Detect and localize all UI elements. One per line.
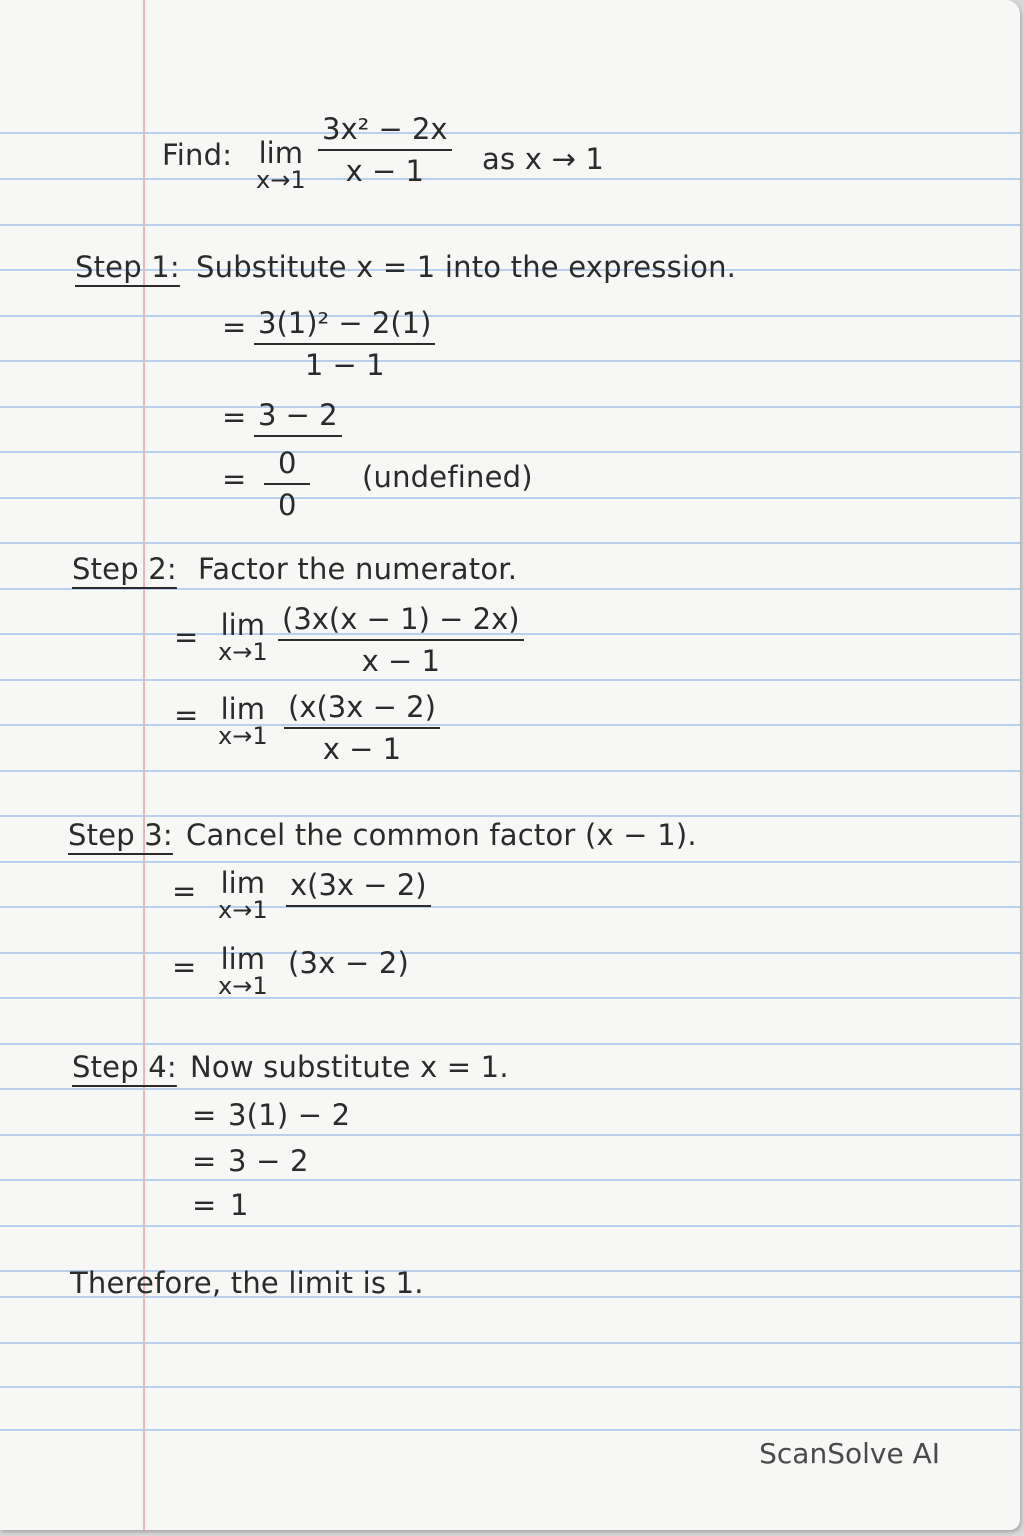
ruled-line (0, 451, 1020, 453)
lim-word: lim (220, 692, 265, 726)
ruled-line (0, 861, 1020, 863)
numerator: 0 (278, 446, 297, 480)
expression: 3 − 2 (228, 1144, 309, 1178)
step-2-fraction-1 (278, 602, 524, 678)
lim-subscript: x→1 (218, 972, 268, 1001)
equals-sign: = (222, 462, 247, 496)
lim-subscript: x→1 (218, 896, 268, 925)
limit-notation (218, 944, 268, 1000)
equals-sign: = (192, 1144, 217, 1178)
problem-suffix: as x → 1 (482, 142, 605, 176)
conclusion: Therefore, the limit is 1. (70, 1266, 424, 1300)
limit-notation (256, 138, 306, 194)
numerator: 3(1)² − 2(1) (258, 306, 432, 340)
ruled-line (0, 815, 1020, 817)
lim-word: lim (220, 608, 265, 642)
step-3-expression-1 (286, 868, 431, 910)
ruled-line (0, 724, 1020, 726)
ruled-line (0, 360, 1020, 362)
ruled-line (0, 315, 1020, 317)
limit-notation (218, 694, 268, 750)
fraction-bar (284, 727, 440, 729)
limit-notation (218, 610, 268, 666)
equals-sign: = (172, 874, 197, 908)
equals-sign: = (222, 400, 247, 434)
numerator: (x(3x − 2) (288, 690, 436, 724)
ruled-line (0, 497, 1020, 499)
expression: 3(1) − 2 (228, 1098, 351, 1132)
ruled-line (0, 997, 1020, 999)
denominator: 1 − 1 (304, 348, 385, 382)
ruled-line (0, 906, 1020, 908)
equals-sign: = (192, 1188, 217, 1222)
equals-sign: = (222, 310, 247, 344)
denominator: x − 1 (322, 732, 402, 766)
ruled-line (0, 178, 1020, 180)
step-label: Step 2: (72, 552, 177, 586)
numerator: 3x² − 2x (322, 112, 448, 146)
equals-sign: = (192, 1098, 217, 1132)
lim-word: lim (220, 942, 265, 976)
step-1-partial-fraction (254, 398, 342, 440)
zero-over-zero (264, 446, 310, 522)
lim-subscript: x→1 (218, 722, 268, 751)
step-text: Substitute x = 1 into the expression. (196, 250, 737, 284)
numerator: 3 − 2 (258, 398, 338, 432)
expression: x(3x − 2) (290, 868, 427, 902)
lim-subscript: x→1 (218, 638, 268, 667)
limit-notation (218, 868, 268, 924)
ruled-line (0, 1043, 1020, 1045)
watermark-logo: ScanSolve AI (759, 1437, 940, 1470)
problem-fraction (318, 112, 452, 188)
ruled-line (0, 770, 1020, 772)
ruled-line (0, 1088, 1020, 1090)
problem-prefix: Find: (162, 138, 233, 172)
step-label: Step 4: (72, 1050, 177, 1084)
ruled-line (0, 679, 1020, 681)
lim-subscript: x→1 (256, 166, 306, 195)
ruled-line (0, 132, 1020, 134)
undefined-note: (undefined) (362, 460, 533, 494)
denominator: x − 1 (345, 154, 424, 188)
ruled-line (0, 1134, 1020, 1136)
denominator: x − 1 (361, 644, 440, 678)
equals-sign: = (172, 950, 197, 984)
step-text: Cancel the common factor (x − 1). (186, 818, 697, 852)
step-text: Factor the numerator. (198, 552, 518, 586)
ruled-line (0, 1342, 1020, 1344)
ruled-line (0, 1179, 1020, 1181)
ruled-line (0, 224, 1020, 226)
fraction-bar (254, 435, 342, 437)
step-text: Now substitute x = 1. (190, 1050, 509, 1084)
ruled-line (0, 542, 1020, 544)
step-label: Step 1: (75, 250, 180, 284)
ruled-line (0, 588, 1020, 590)
lim-word: lim (258, 136, 303, 170)
lim-word: lim (220, 866, 265, 900)
ruled-line (0, 1386, 1020, 1388)
margin-line (143, 0, 145, 1530)
ruled-line (0, 952, 1020, 954)
step-1-fraction (254, 306, 435, 382)
equals-sign: = (174, 698, 199, 732)
step-2-fraction-2 (284, 690, 440, 766)
denominator: 0 (278, 488, 297, 522)
ruled-line (0, 1429, 1020, 1431)
final-value: 1 (230, 1188, 249, 1222)
step-label: Step 3: (68, 818, 173, 852)
ruled-line (0, 406, 1020, 408)
fraction-bar (318, 149, 452, 151)
fraction-bar (264, 483, 310, 485)
fraction-bar (286, 905, 431, 907)
equals-sign: = (174, 620, 199, 654)
ruled-line (0, 1225, 1020, 1227)
expression: (3x − 2) (288, 946, 410, 980)
fraction-bar (278, 639, 524, 641)
fraction-bar (254, 343, 435, 345)
numerator: (3x(x − 1) − 2x) (282, 602, 520, 636)
